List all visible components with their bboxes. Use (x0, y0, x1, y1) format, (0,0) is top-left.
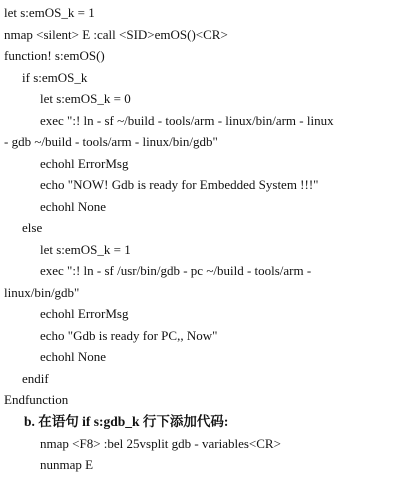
code-line: exec ":! ln - sf /usr/bin/gdb - pc ~/build - tools/arm - (40, 263, 312, 279)
code-line: nmap <silent> E :call <SID>emOS()<CR> (4, 26, 228, 42)
code-line: nmap <F8> :bel 25vsplit gdb - variables<CR> (40, 435, 281, 451)
code-line: echo "Gdb is ready for PC,, Now" (40, 327, 218, 343)
code-line: function! s:emOS() (4, 48, 105, 63)
code-line: echohl None (40, 198, 107, 214)
code-line: endif (22, 370, 49, 386)
code-line: - gdb ~/build - tools/arm - linux/bin/gdb" (4, 134, 218, 150)
code-line: linux/bin/gdb" (4, 284, 80, 300)
code-line: echohl None (40, 349, 107, 365)
code-line: let s:emOS_k = 1 (4, 5, 95, 20)
code-line: let s:emOS_k = 0 (40, 91, 131, 107)
instruction-heading: b. 在语句 if s:gdb_k 行下添加代码: (24, 414, 229, 429)
code-line: let s:emOS_k = 1 (40, 241, 131, 257)
code-line: if s:emOS_k (22, 69, 88, 85)
code-line: exec ":! ln - sf ~/build - tools/arm - linux/bin/arm - linux (40, 112, 334, 128)
code-line: echohl ErrorMsg (40, 155, 129, 171)
code-line: echohl ErrorMsg (40, 306, 129, 322)
code-line: else (22, 220, 43, 236)
code-line: nunmap E (40, 457, 94, 472)
code-line: echo "NOW! Gdb is ready for Embedded System !!!" (40, 177, 319, 193)
code-line: Endfunction (4, 392, 69, 408)
